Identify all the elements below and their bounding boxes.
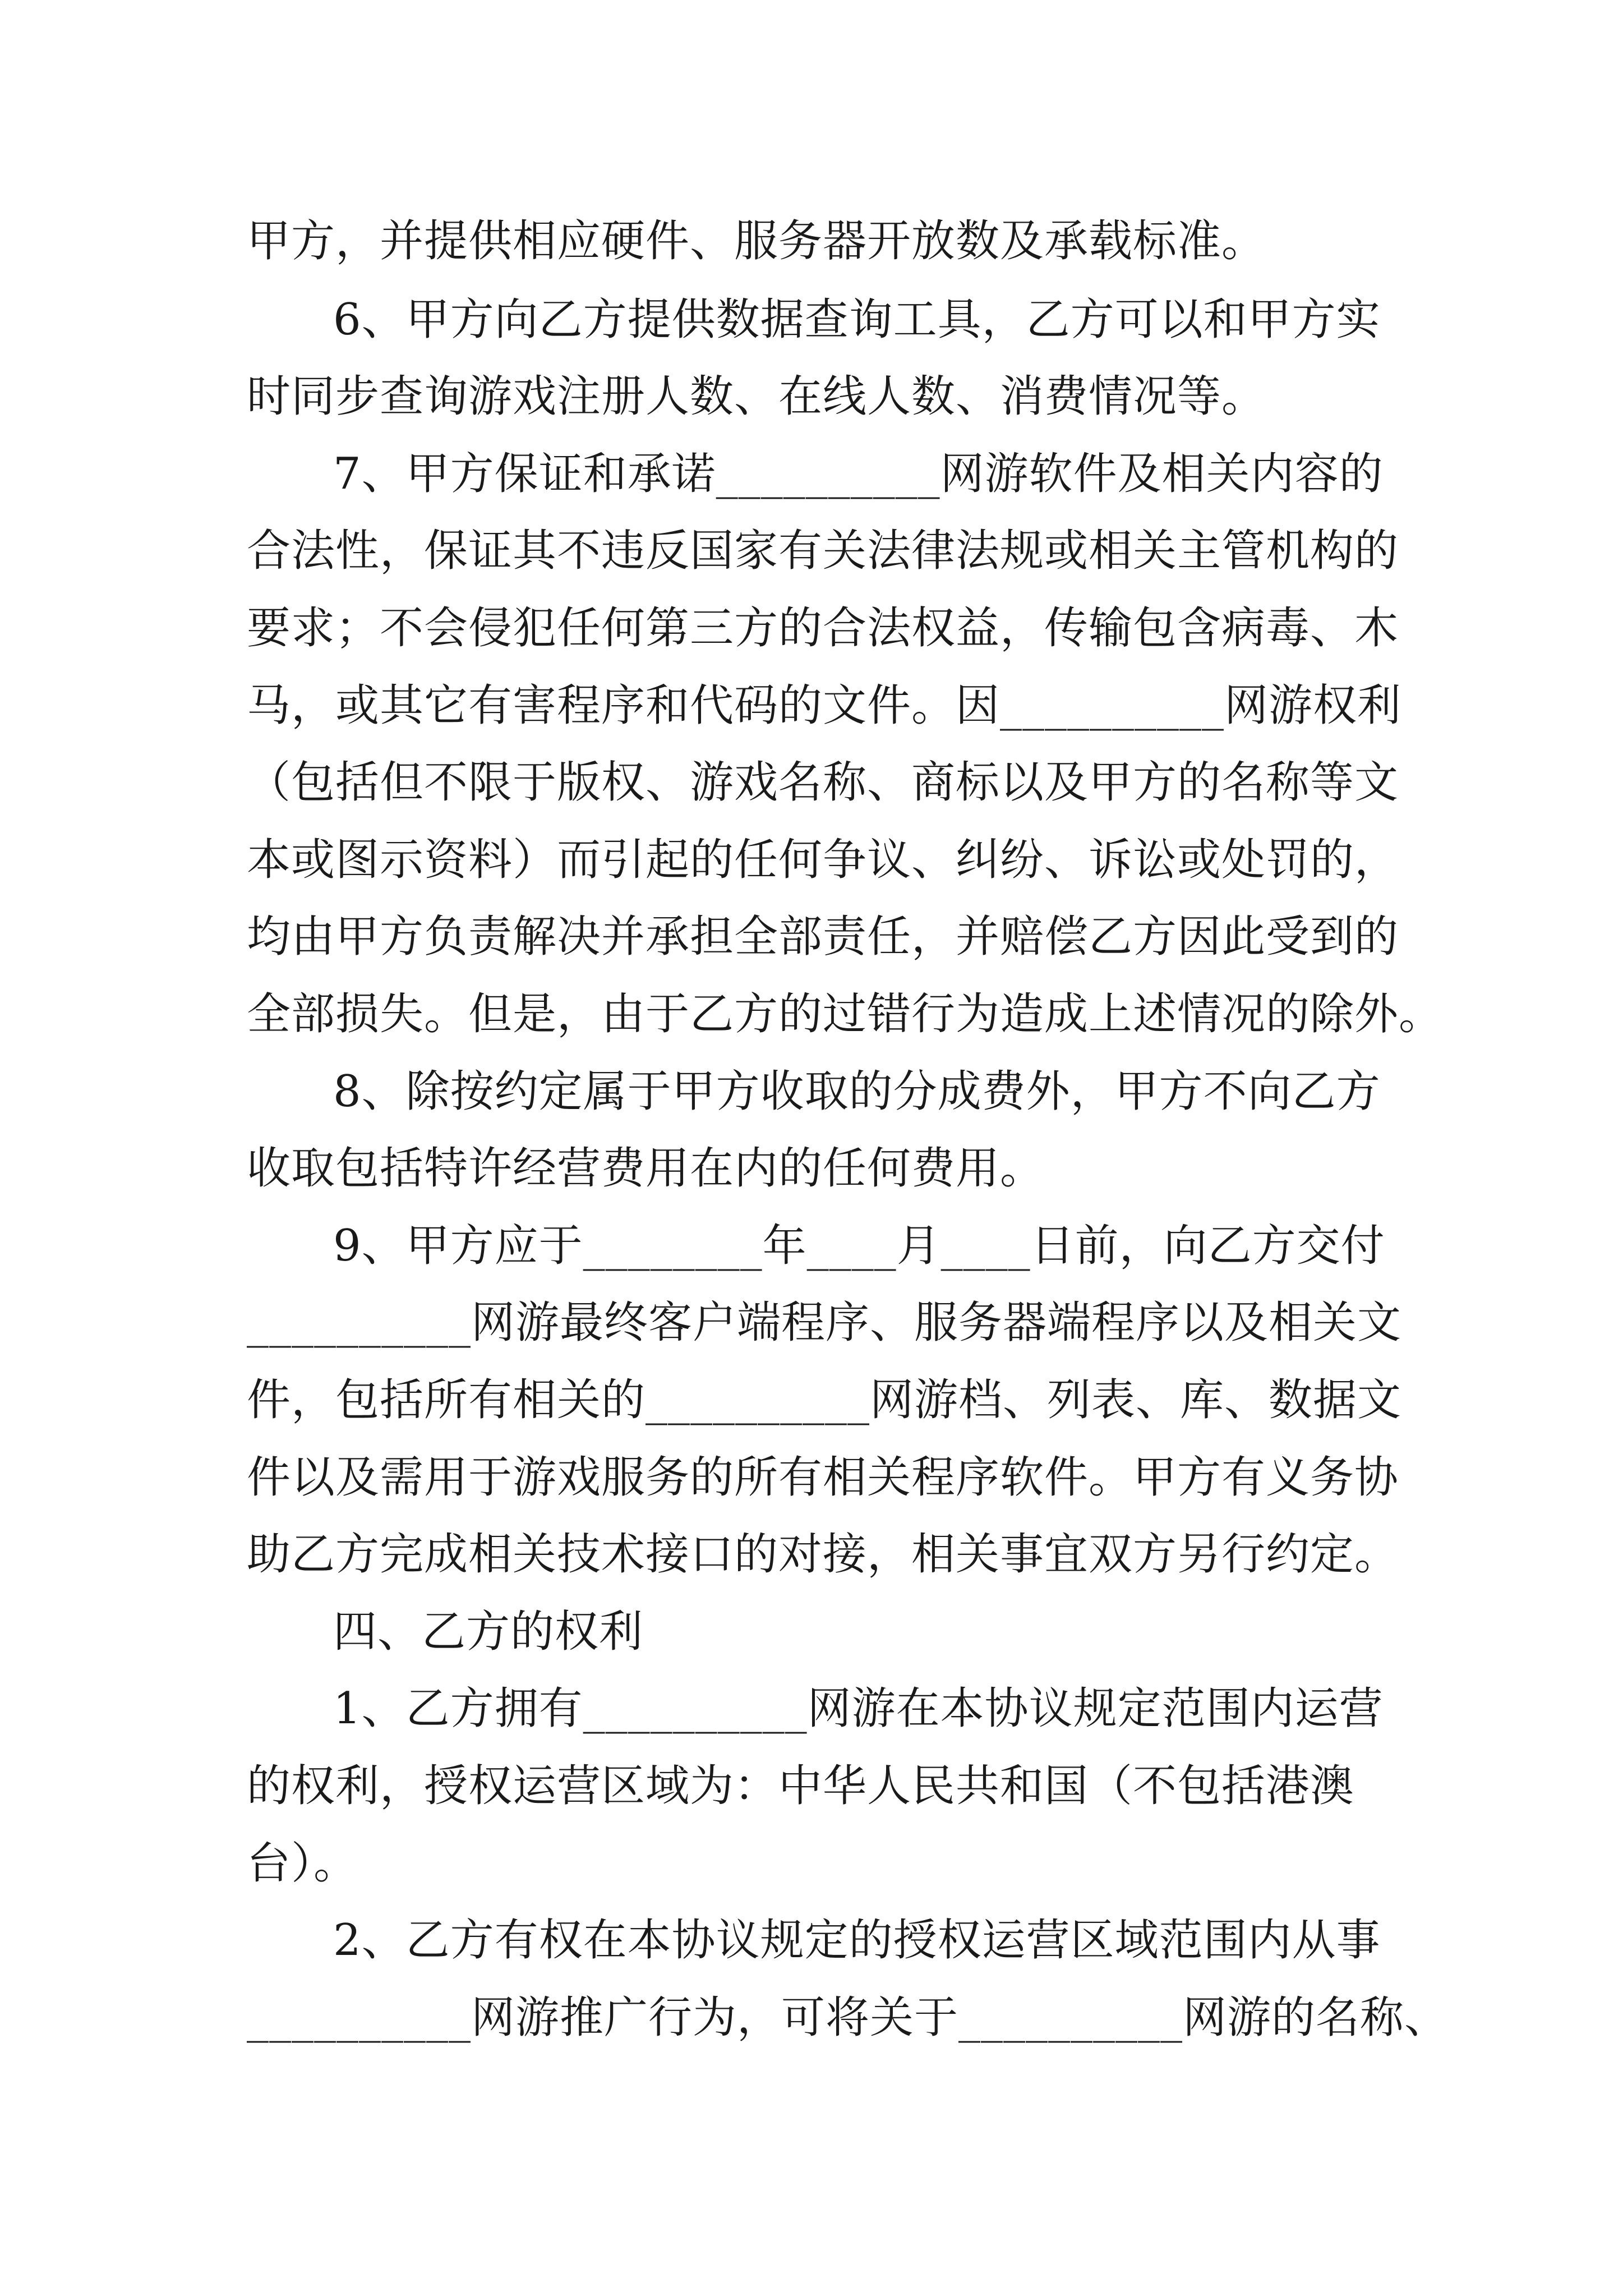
section-heading: 四、乙方的权利	[333, 1607, 644, 1657]
text-line: 7、甲方保证和承诺__________网游软件及相关内容的	[333, 449, 1384, 499]
text-line: 的权利，授权运营区域为：中华人民共和国（不包括港澳	[247, 1761, 1355, 1811]
text-line: 要求；不会侵犯任何第三方的合法权益，传输包含病毒、木	[247, 603, 1399, 654]
text-line: 本或图示资料）而引起的任何争议、纠纷、诉讼或处罚的，	[247, 835, 1399, 885]
text-line: 台）。	[247, 1838, 358, 1889]
text-line: 9、甲方应于________年____月____日前，向乙方交付	[333, 1221, 1385, 1271]
text-line: 全部损失。但是，由于乙方的过错行为造成上述情况的除外。	[247, 989, 1444, 1039]
text-line: 合法性，保证其不违反国家有关法律法规或相关主管机构的	[247, 526, 1399, 576]
text-line: 均由甲方负责解决并承担全部责任，并赔偿乙方因此受到的	[247, 912, 1399, 962]
text-line: __________网游最终客户端程序、服务器端程序以及相关文	[247, 1297, 1402, 1348]
text-line: 2、乙方有权在本协议规定的授权运营区域范围内从事	[333, 1915, 1381, 1966]
text-line: __________网游推广行为，可将关于__________网游的名称、	[247, 1993, 1449, 2043]
text-line: 收取包括特许经营费用在内的任何费用。	[247, 1143, 1045, 1194]
text-line: 马，或其它有害程序和代码的文件。因__________网游权利	[247, 680, 1402, 731]
text-line: 甲方，并提供相应硬件、服务器开放数及承载标准。	[247, 216, 1266, 266]
text-line: 1、乙方拥有__________网游在本协议规定范围内运营	[333, 1683, 1384, 1734]
text-line: 时同步查询游戏注册人数、在线人数、消费情况等。	[247, 371, 1266, 422]
text-line: 件以及需用于游戏服务的所有相关程序软件。甲方有义务协	[247, 1452, 1399, 1503]
text-line: （包括但不限于版权、游戏名称、商标以及甲方的名称等文	[247, 757, 1399, 808]
text-line: 6、甲方向乙方提供数据查询工具，乙方可以和甲方实	[333, 295, 1381, 345]
text-line: 助乙方完成相关技术接口的对接，相关事宜双方另行约定。	[247, 1529, 1399, 1580]
text-line: 件，包括所有相关的__________网游档、列表、库、数据文	[247, 1375, 1402, 1425]
text-line: 8、除按约定属于甲方收取的分成费外，甲方不向乙方	[333, 1066, 1381, 1117]
